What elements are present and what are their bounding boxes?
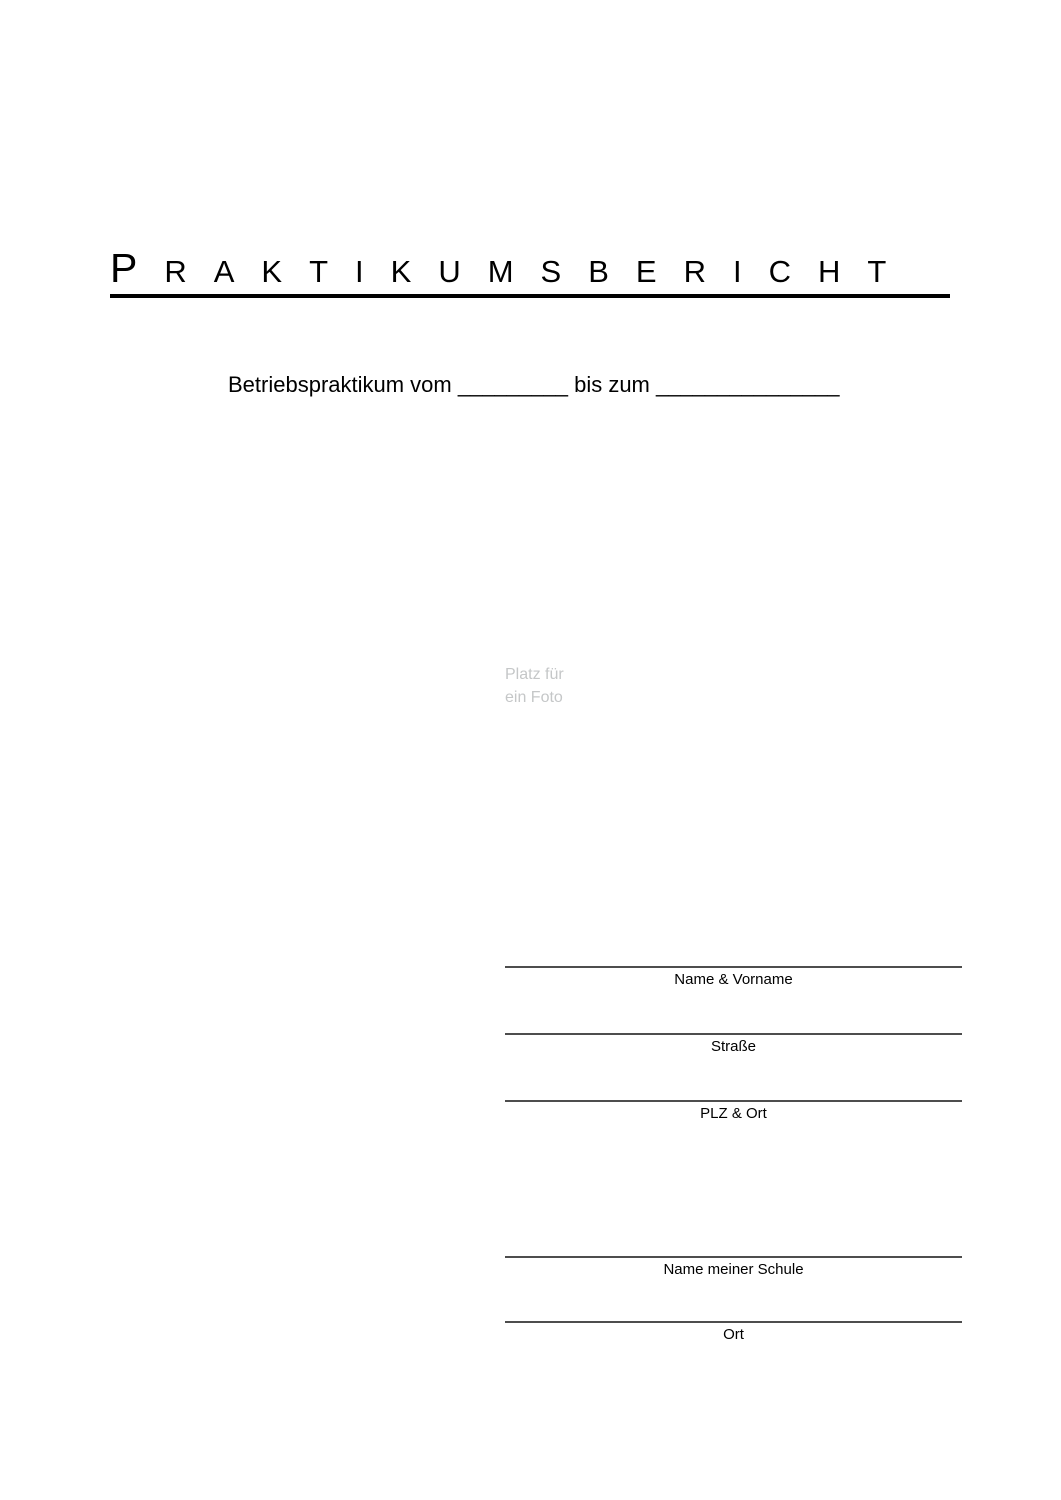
- field-line: [505, 1100, 962, 1102]
- field-label: Name meiner Schule: [663, 1261, 804, 1278]
- internship-period-line: Betriebspraktikum vom _________ bis zum _______________: [228, 372, 840, 397]
- report-title: [110, 245, 950, 298]
- field-name-and-vorname: [505, 966, 962, 989]
- field-label: Name & Vorname: [674, 971, 793, 988]
- field-line: [505, 1256, 962, 1258]
- photo-placeholder-line-2: ein Foto: [505, 689, 563, 706]
- field-label: Straße: [710, 1038, 756, 1055]
- field-school-name: [505, 1256, 962, 1279]
- field-plz-ort: [505, 1100, 962, 1123]
- report-title-rest: RAKTIKUMSBERICHT: [164, 254, 914, 289]
- field-strasse: [505, 1033, 962, 1056]
- field-line: [505, 1321, 962, 1323]
- photo-placeholder: [505, 663, 564, 709]
- field-label: PLZ & Ort: [700, 1105, 767, 1122]
- field-line: [505, 1033, 962, 1035]
- report-title-initial: P: [110, 245, 165, 291]
- field-line: [505, 966, 962, 968]
- field-label: Ort: [723, 1326, 744, 1343]
- photo-placeholder-line-1: Platz für: [505, 666, 564, 683]
- field-ort: [505, 1321, 962, 1344]
